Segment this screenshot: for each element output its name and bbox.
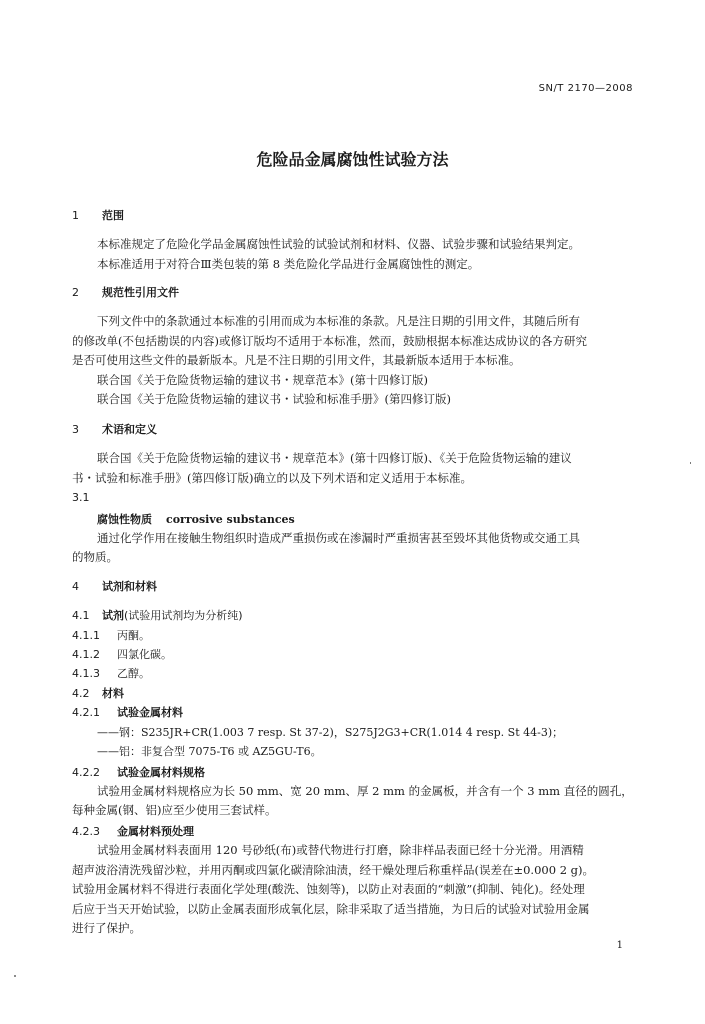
item-text: 乙醇。 xyxy=(117,667,150,680)
section-3-heading xyxy=(72,421,157,437)
subsection-number: 4.1 xyxy=(72,609,90,622)
paragraph-line: 超声波浴清洗残留沙粒，并用丙酮或四氯化碳清除油渍，经干燥处理后称重样品(误差在±0.000 2 g)。 xyxy=(72,863,595,877)
subsection-number: 4.2.3 xyxy=(72,825,100,838)
subsection-title: 材料 xyxy=(102,687,124,700)
item-4-1-2 xyxy=(72,646,172,662)
item-number: 4.1.2 xyxy=(72,648,100,661)
definition-line: 的物质。 xyxy=(72,550,118,564)
standard-number: SN/T 2170—2008 xyxy=(538,83,633,94)
item-text: 四氯化碳。 xyxy=(117,648,172,661)
paragraph-line: 进行了保护。 xyxy=(72,921,141,935)
subsection-number: 3.1 xyxy=(72,491,90,504)
section-1-heading xyxy=(72,207,124,223)
paragraph-line: 后应于当天开始试验，以防止金属表面形成氧化层，除非采取了适当措施，为日后的试验对试验用金属 xyxy=(72,902,590,916)
section-title: 试剂和材料 xyxy=(102,580,157,593)
scan-speck xyxy=(14,975,16,977)
material-steel: ——钢：S235JR+CR(1.003 7 resp. St 37-2)，S275J2G3+CR(1.014 4 resp. St 44-3)； xyxy=(97,726,564,739)
item-text: 丙酮。 xyxy=(117,629,150,642)
section-2-heading xyxy=(72,284,179,300)
section-title: 范围 xyxy=(102,209,124,222)
page-number: 1 xyxy=(616,940,623,951)
page-title: 危险品金属腐蚀性试验方法 xyxy=(256,150,449,169)
paragraph-line: 本标准规定了危险化学品金属腐蚀性试验的试验试剂和材料、仪器、试验步骤和试验结果判定。 xyxy=(97,237,580,251)
paragraph-line: 试验用金属材料规格应为长 50 mm、宽 20 mm、厚 2 mm 的金属板，并含有一个 3 mm 直径的圆孔， xyxy=(97,784,633,798)
subsection-title: 试验金属材料 xyxy=(117,706,183,719)
subsection-4-2 xyxy=(72,685,124,701)
reference-item: 联合国《关于危险货物运输的建议书・规章范本》(第十四修订版) xyxy=(97,373,428,387)
paragraph-line: 本标准适用于对符合Ⅲ类包装的第 8 类危险化学品进行金属腐蚀性的测定。 xyxy=(97,257,480,271)
subsection-number: 4.2 xyxy=(72,687,90,700)
section-number: 4 xyxy=(72,580,79,593)
subsection-title: 试剂 xyxy=(102,609,124,622)
subsection-title: 金属材料预处理 xyxy=(117,825,194,838)
scan-speck xyxy=(690,462,691,464)
subsection-4-1 xyxy=(72,607,243,623)
item-4-1-1 xyxy=(72,627,150,643)
term-entry xyxy=(97,511,295,527)
reference-item: 联合国《关于危险货物运输的建议书・试验和标准手册》(第四修订版) xyxy=(97,392,451,406)
paragraph-line: 下列文件中的条款通过本标准的引用而成为本标准的条款。凡是注日期的引用文件，其随后所有 xyxy=(97,314,580,328)
section-number: 2 xyxy=(72,286,79,299)
item-number: 4.1.1 xyxy=(72,629,100,642)
section-number: 3 xyxy=(72,423,79,436)
paragraph-line: 联合国《关于危险货物运输的建议书・规章范本》(第十四修订版)、《关于危险货物运输的建议 xyxy=(97,451,572,465)
subsection-note: (试验用试剂均为分析纯) xyxy=(124,609,243,622)
item-number: 4.1.3 xyxy=(72,667,100,680)
subsection-4-2-2 xyxy=(72,764,205,780)
subsection-number: 4.2.1 xyxy=(72,706,100,719)
section-4-heading xyxy=(72,578,157,594)
paragraph-line: 的修改单(不包括勘误的内容)或修订版均不适用于本标准，然而，鼓励根据本标准达成协议的各方研究 xyxy=(72,334,587,348)
definition-line: 通过化学作用在接触生物组织时造成严重损伤或在渗漏时严重损害甚至毁坏其他货物或交通工具 xyxy=(97,531,580,545)
paragraph-line: 是否可使用这些文件的最新版本。凡是不注日期的引用文件，其最新版本适用于本标准。 xyxy=(72,353,521,367)
section-number: 1 xyxy=(72,209,79,222)
section-title: 规范性引用文件 xyxy=(102,286,179,299)
term-chinese: 腐蚀性物质 xyxy=(97,513,152,526)
subsection-4-2-1 xyxy=(72,704,183,720)
paragraph-line: 每种金属(钢、铝)应至少使用三套试样。 xyxy=(72,803,277,817)
subsection-number: 4.2.2 xyxy=(72,766,100,779)
paragraph-line: 书・试验和标准手册》(第四修订版)确立的以及下列术语和定义适用于本标准。 xyxy=(72,471,472,485)
paragraph-line: 试验用金属材料不得进行表面化学处理(酸洗、蚀刻等)，以防止对表面的“刺激”(抑制、钝化)。经处理 xyxy=(72,882,585,896)
section-title: 术语和定义 xyxy=(102,423,157,436)
paragraph-line: 试验用金属材料表面用 120 号砂纸(布)或替代物进行打磨，除非样品表面已经十分光滑。用酒精 xyxy=(97,843,584,857)
term-english: corrosive substances xyxy=(166,513,295,526)
material-aluminium: ——铝：非复合型 7075-T6 或 AZ5GU-T6。 xyxy=(97,745,322,758)
item-4-1-3 xyxy=(72,665,150,681)
subsection-title: 试验金属材料规格 xyxy=(117,766,205,779)
subsection-4-2-3 xyxy=(72,823,194,839)
